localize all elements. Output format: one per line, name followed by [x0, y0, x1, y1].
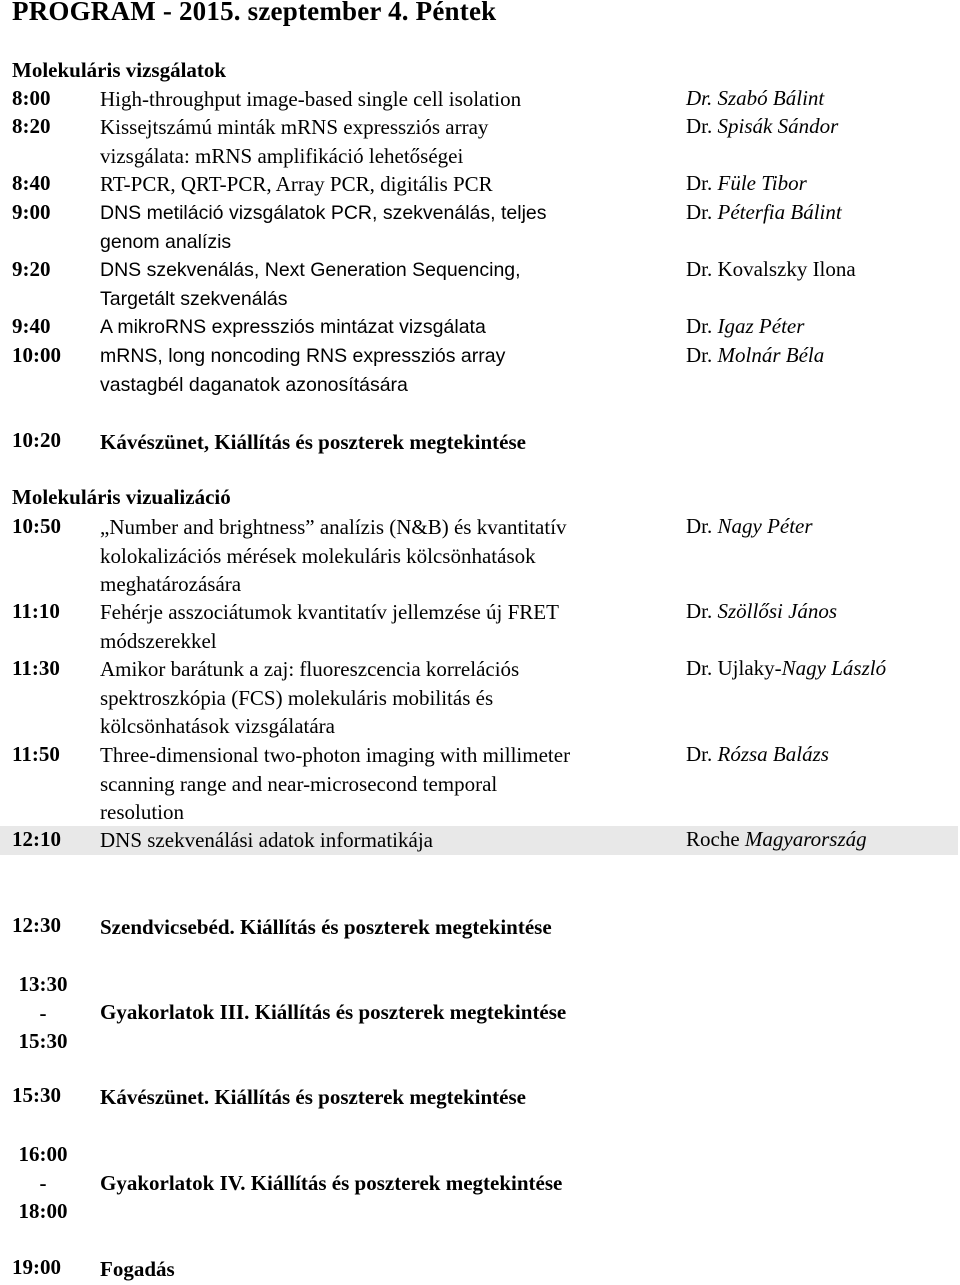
- talk-title: [100, 313, 486, 342]
- time-dash: -: [39, 1000, 47, 1025]
- time-end: 15:30: [18, 1029, 68, 1053]
- speaker: [686, 257, 856, 282]
- speaker-prefix: Dr.: [686, 114, 713, 138]
- talk-title: [100, 513, 567, 599]
- speaker-prefix: Dr.: [686, 200, 713, 224]
- talk-line: spektroszkópia (FCS) molekuláris mobilitás és: [100, 685, 494, 710]
- time-start: 16:00: [18, 1142, 68, 1166]
- talk-line: DNS szekvenálási adatok informatikája: [100, 828, 433, 852]
- time: 12:10: [12, 827, 61, 851]
- time: 8:20: [12, 114, 51, 138]
- speaker: [686, 827, 867, 852]
- break-label: Szendvicsebéd. Kiállítás és poszterek megtekintése: [100, 915, 552, 939]
- speaker-name: Szöllősi János: [712, 599, 838, 623]
- talk-line: resolution: [100, 800, 184, 824]
- talk-title: [100, 199, 547, 256]
- talk-line: scanning range and near-microsecond temporal: [100, 771, 498, 796]
- talk-line: DNS szekvenálás, Next Generation Sequencing,: [100, 259, 521, 281]
- time: 11:10: [12, 599, 60, 623]
- speaker-prefix: Dr.: [686, 742, 713, 766]
- speaker-prefix: Dr.: [686, 599, 713, 623]
- speaker-prefix: Dr. Ujlaky-: [686, 656, 782, 680]
- speaker-prefix: Dr.: [686, 314, 713, 338]
- talk-line: vastagbél daganatok azonosítására: [100, 373, 408, 396]
- talk-title: [100, 598, 559, 655]
- time: 15:30: [12, 1083, 61, 1107]
- time: 11:30: [12, 656, 60, 680]
- speaker-name: Nagy Péter: [712, 514, 813, 538]
- speaker-name: Magyarország: [744, 827, 867, 851]
- speaker-name: Molnár Béla: [712, 343, 825, 367]
- talk-title: [100, 113, 488, 170]
- talk-title: [100, 170, 493, 199]
- talk-line: „Number and brightness” analízis (N&B) és kvantitatív: [100, 515, 567, 539]
- talk-title: [100, 256, 521, 313]
- time: 8:00: [12, 86, 51, 110]
- speaker-name: Péterfia Bálint: [712, 200, 842, 224]
- time: 9:00: [12, 200, 51, 224]
- page-title: PROGRAM - 2015. szeptember 4. Péntek: [12, 0, 497, 26]
- speaker: [686, 343, 824, 368]
- talk-line: Amikor barátunk a zaj: fluoreszcencia korrelációs: [100, 657, 520, 681]
- talk-title: [100, 741, 570, 827]
- talk-line: Three-dimensional two-photon imaging with millimeter: [100, 743, 571, 767]
- talk-line: vizsgálata: mRNS amplifikáció lehetőségei: [100, 143, 464, 168]
- time: 10:50: [12, 514, 61, 538]
- time: 9:20: [12, 257, 51, 281]
- section-heading-molecular-visualization: Molekuláris vizualizáció: [12, 485, 231, 509]
- talk-line: Fehérje asszociátumok kvantitatív jellemzése új FRET: [100, 600, 559, 624]
- speaker-prefix: Dr.: [686, 171, 713, 195]
- time-range: [12, 970, 74, 1056]
- session-label: Gyakorlatok III. Kiállítás és poszterek megtekintése: [100, 1000, 567, 1024]
- talk-line: mRNS, long noncoding RNS expressziós array: [100, 345, 506, 367]
- talk-line: A mikroRNS expressziós mintázat vizsgálata: [100, 316, 486, 338]
- speaker-name: Spisák Sándor: [712, 114, 839, 138]
- speaker: [686, 171, 807, 196]
- talk-title: [100, 85, 521, 114]
- time: 11:50: [12, 742, 60, 766]
- talk-line: módszerekkel: [100, 628, 217, 653]
- speaker: [686, 114, 838, 139]
- speaker: [686, 314, 804, 339]
- talk-line: Targetált szekvenálás: [100, 287, 288, 310]
- break-label: Kávészünet. Kiállítás és poszterek megtekintése: [100, 1085, 526, 1109]
- time: 8:40: [12, 171, 51, 195]
- session-label: Gyakorlatok IV. Kiállítás és poszterek megtekintése: [100, 1171, 563, 1195]
- time-start: 13:30: [18, 972, 68, 996]
- reception-label: Fogadás: [100, 1257, 175, 1281]
- time: 9:40: [12, 314, 51, 338]
- time-range: [12, 1140, 74, 1226]
- speaker-prefix: Dr.: [686, 343, 713, 367]
- talk-title: [100, 655, 519, 741]
- speaker: [686, 86, 824, 111]
- speaker-prefix: Dr.: [686, 514, 713, 538]
- time: 10:00: [12, 343, 61, 367]
- speaker: [686, 514, 813, 539]
- talk-line: Kissejtszámú minták mRNS expressziós array: [100, 115, 489, 139]
- talk-title: [100, 342, 505, 399]
- talk-title: [100, 826, 433, 855]
- speaker-name: Füle Tibor: [712, 171, 807, 195]
- speaker-prefix: Roche: [686, 827, 745, 851]
- time: 10:20: [12, 428, 61, 452]
- time-end: 18:00: [18, 1199, 68, 1223]
- speaker-name: Nagy László: [781, 656, 887, 680]
- speaker: [686, 200, 842, 225]
- talk-line: kolokalizációs mérések molekuláris kölcsönhatások: [100, 543, 536, 568]
- speaker-name: Rózsa Balázs: [712, 742, 829, 766]
- talk-line: meghatározására: [100, 572, 242, 596]
- talk-line: RT-PCR, QRT-PCR, Array PCR, digitális PCR: [100, 172, 493, 196]
- time: 12:30: [12, 913, 61, 937]
- talk-line: genom analízis: [100, 230, 232, 253]
- talk-line: kölcsönhatások vizsgálatára: [100, 714, 335, 738]
- speaker-prefix: Dr. Kovalszky Ilona: [686, 257, 856, 281]
- talk-line: DNS metiláció vizsgálatok PCR, szekvenálás, teljes: [100, 202, 547, 224]
- section-heading-molecular-tests: Molekuláris vizsgálatok: [12, 58, 227, 82]
- time-dash: -: [39, 1170, 47, 1195]
- break-label: Kávészünet, Kiállítás és poszterek megtekintése: [100, 430, 526, 454]
- speaker: [686, 742, 829, 767]
- talk-line: High-throughput image-based single cell isolation: [100, 87, 522, 111]
- speaker: [686, 656, 886, 681]
- speaker: [686, 599, 837, 624]
- time: 19:00: [12, 1255, 61, 1279]
- speaker-name: Dr. Szabó Bálint: [686, 86, 825, 110]
- speaker-name: Igaz Péter: [712, 314, 805, 338]
